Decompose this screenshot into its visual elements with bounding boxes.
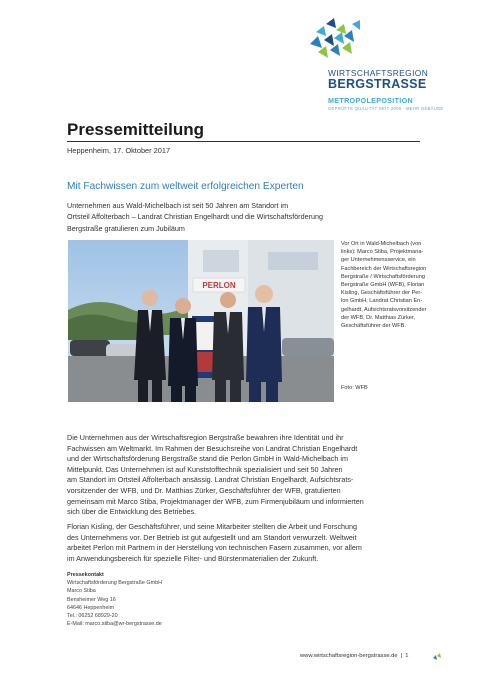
contact-line: Wirtschaftsförderung Bergstraße GmbH	[67, 580, 162, 586]
logo-region-text: WIRTSCHAFTSREGION	[328, 68, 429, 78]
body-line: vorsitzender der WFB, und Dr. Matthias Zürker, Geschäftsführer der WFB, gratulierten	[67, 485, 341, 495]
lead-line: Unternehmen aus Wald-Michelbach ist seit 50 Jahren am Standort im	[67, 201, 289, 210]
body-line: Die Unternehmen aus der Wirtschaftsregion Bergstraße bewahren ihre Identität und ihr	[67, 433, 344, 442]
body-line: arbeitet Perlon mit Partnern in der Herstellung von technischen Fasern zusammen, vor allem	[67, 543, 362, 553]
body-line: am Standort im Ortsteil Affolterbach ansässig. Landrat Christian Engelhardt, Aufsichtsrats-	[67, 475, 354, 485]
body-line: und der Wirtschaftsförderung Bergstraße stand die Perlon GmbH in Wald-Michelbach im	[67, 454, 348, 464]
date-line: Heppenheim, 17. Oktober 2017	[67, 146, 171, 155]
press-contact	[67, 571, 267, 629]
press-photo	[68, 240, 334, 402]
contact-label: Pressekontakt	[67, 572, 104, 578]
contact-line: E-Mail: marco.stiba@wr-bergstrasse.de	[67, 621, 162, 628]
caption-line: gelhardt, Aufsichtsratsvorsitzender	[341, 306, 427, 313]
logo-name-text: BERGSTRASSE	[328, 77, 427, 91]
logo-tagline: GEPRÜFTE QUALITÄT SEIT 2009 · MEHR GEBÄUDE	[328, 106, 444, 111]
photo-caption	[341, 240, 431, 330]
page-title: Pressemitteilung	[67, 120, 204, 139]
body-line: Florian Kisling, der Geschäftsführer, und seine Mitarbeiter stellten die Arbeit und Forschung	[67, 522, 358, 531]
photo-credit: Foto: WFB	[341, 385, 368, 391]
caption-line: ger Unternehmensservice, ein	[341, 257, 416, 264]
body-line: sich über die Entwicklung des Betriebes.	[67, 507, 197, 517]
caption-line: Bergstraße GmbH (WFB), Florian	[341, 282, 425, 289]
photo-illustration	[68, 240, 334, 402]
banner-text: PERLON	[202, 281, 236, 290]
contact-line: Marco Stiba	[67, 588, 96, 595]
body-line: Mittelpunkt. Das Unternehmen ist auf Kunststofftechnik spezialisiert und seit 50 Jahren	[67, 464, 343, 474]
caption-line: Vor Ort in Wald-Michelbach (von	[341, 241, 422, 247]
logo-mark-icon	[296, 14, 376, 64]
caption-line: lon GmbH, Landrat Christian En-	[341, 298, 423, 305]
footer-url[interactable]: www.wirtschaftsregion-bergstrasse.de	[300, 653, 398, 659]
footer-separator: |	[400, 653, 403, 659]
contact-line: Tel.: 06252 68929-20	[67, 613, 118, 620]
caption-line: Fachbereich der Wirtschaftsregion	[341, 265, 427, 272]
body-line: im Anwendungsbereich für spezielle Filter- und Bürstenmaterialien der Zukunft.	[67, 553, 319, 563]
footer-logo-icon	[432, 652, 442, 662]
caption-line: links): Marco Stiba, Projektmana-	[341, 249, 424, 256]
lead-line: Bergstraße gratulieren zum Jubiläum	[67, 223, 185, 233]
lead-paragraph	[67, 200, 367, 234]
caption-line: Bergstraße / Wirtschaftsförderung	[341, 273, 425, 280]
body-line: gemeinsam mit Marco Stiba, Projektmanager der WFB, zum Firmenjubiläum und informierten	[67, 496, 364, 506]
contact-line: 64646 Heppenheim	[67, 604, 115, 611]
headline: Mit Fachwissen zum weltweit erfolgreichen Experten	[67, 181, 304, 192]
logo-metro-text: METROPOLEPOSITION	[328, 96, 413, 105]
title-divider	[67, 141, 420, 142]
caption-line: Geschäftsführer der WFB.	[341, 323, 406, 330]
body-paragraph-1	[67, 433, 427, 518]
body-line: Fachwissen am Weltmarkt. Im Rahmen der Besuchsreihe von Landrat Christian Engelhardt	[67, 443, 358, 453]
contact-line: Bensheimer Weg 16	[67, 596, 116, 603]
body-line: des Unternehmens vor. Der Betrieb ist gut aufgestellt und am Standort verwurzelt. Weltweit	[67, 532, 357, 542]
lead-line: Ortsteil Affolterbach – Landrat Christian Engelhardt und die Wirtschaftsförderung	[67, 212, 323, 222]
caption-line: der WFB, Dr. Matthias Zürker,	[341, 314, 415, 321]
caption-line: Kisling, Geschäftsführer der Per-	[341, 290, 423, 297]
footer	[300, 653, 408, 659]
body-paragraph-2	[67, 522, 427, 564]
page-number: 1	[405, 653, 409, 659]
